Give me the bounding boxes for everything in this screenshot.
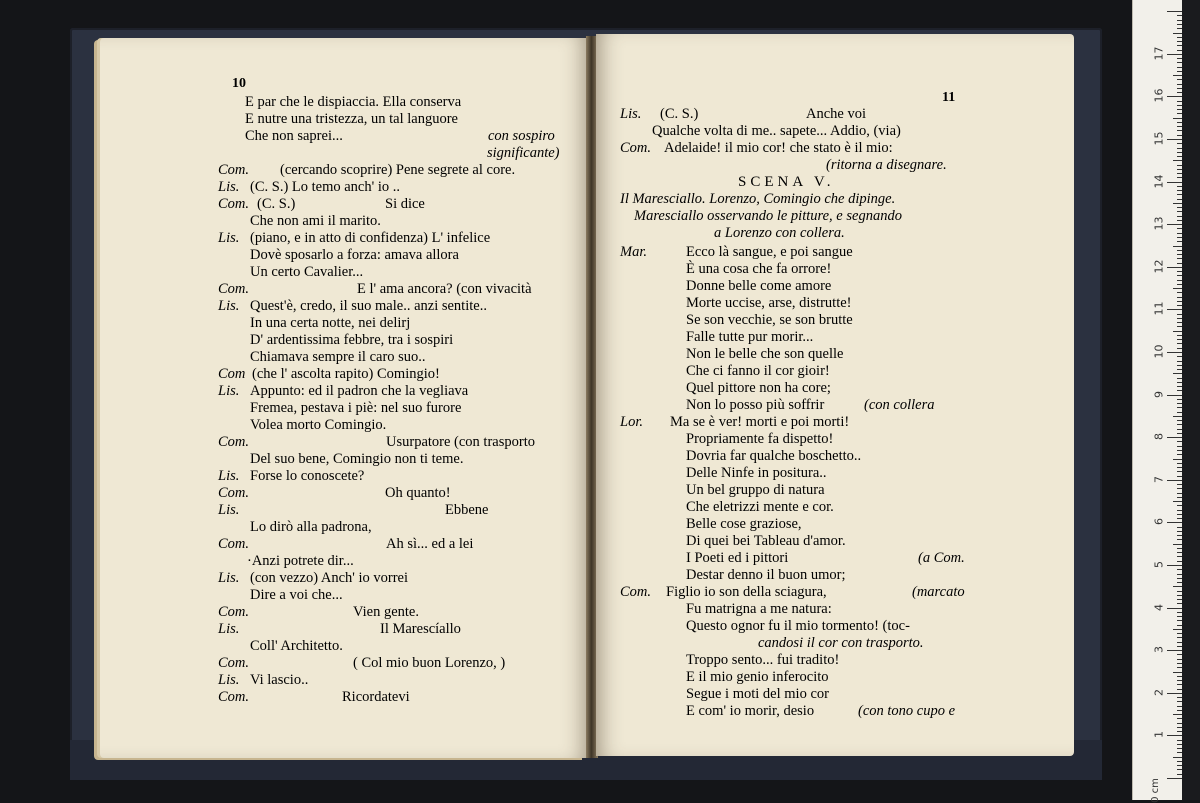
ruler-tick (1167, 480, 1183, 481)
ruler-number: 13 (1152, 216, 1166, 231)
verse-line: Morte uccise, arse, distrutte! (686, 295, 852, 311)
stage-direction: (ritorna a disegnare. (826, 157, 947, 173)
verse-line: Volea morto Comingio. (250, 417, 387, 433)
ruler-number: 8 (1152, 433, 1166, 441)
stage-direction: candosi il cor con trasporto. (758, 635, 924, 651)
verse-line: Forse lo conoscete? (250, 468, 365, 484)
verse-line: E nutre una tristezza, un tal languore (245, 111, 458, 127)
verse-line: Troppo sento... fui tradito! (686, 652, 840, 668)
verse-line: Coll' Architetto. (250, 638, 343, 654)
verse-line: E com' io morir, desio (686, 703, 815, 719)
stage-direction: significante) (487, 145, 560, 161)
verse-line: Donne belle come amore (686, 278, 832, 294)
ruler-tick (1167, 735, 1183, 736)
verse-line: Delle Ninfe in positura.. (686, 465, 827, 481)
speaker-name: Com. (218, 689, 250, 705)
stage-direction: a Lorenzo con collera. (714, 225, 845, 241)
verse-line: Appunto: ed il padron che la vegliava (250, 383, 469, 399)
verse-line: Ah sì... ed a lei (386, 536, 474, 552)
speaker-name: Com. (218, 196, 250, 212)
speaker-name: Lis. (218, 672, 240, 688)
verse-line: Non le belle che son quelle (686, 346, 844, 362)
speaker-name: Lis. (218, 468, 240, 484)
verse-line: Fremea, pestava i piè: nel suo furore (250, 400, 462, 416)
ruler-tick (1167, 352, 1183, 353)
ruler-tick (1167, 565, 1183, 566)
ruler-number: 1 (1152, 731, 1166, 739)
verse-line: Qualche volta di me.. sapete... Addio, (via) (652, 123, 901, 139)
ruler-tick (1167, 139, 1183, 140)
ruler-number: 6 (1152, 518, 1166, 526)
ruler-number: 3 (1152, 646, 1166, 654)
ruler-number: 14 (1152, 174, 1166, 189)
verse-line: (con vezzo) Anch' io vorrei (250, 570, 409, 586)
verse-line: (C. S.) (660, 106, 699, 122)
verse-line: Un certo Cavalier... (250, 264, 364, 280)
verse-line: Lo dirò alla padrona, (250, 519, 372, 535)
ruler-tick (1167, 182, 1183, 183)
ruler-tick (1167, 608, 1183, 609)
verse-line: Un bel gruppo di natura (686, 482, 825, 498)
verse-line: Chiamava sempre il caro suo.. (250, 349, 426, 365)
speaker-name: Com. (620, 140, 652, 156)
verse-line: (C. S.) Lo temo anch' io .. (250, 179, 401, 195)
ruler-tick (1167, 437, 1183, 438)
scene-heading: SCENA V. (738, 174, 835, 190)
speaker-name: Com. (218, 604, 250, 620)
verse-line: D' ardentissima febbre, tra i sospiri (250, 332, 454, 348)
speaker-name: Com. (620, 584, 652, 600)
ruler-tick (1167, 395, 1183, 396)
page-number: 11 (942, 90, 956, 105)
verse-line: Ecco là sangue, e poi sangue (686, 244, 853, 260)
ruler-number: 17 (1152, 46, 1166, 61)
verse-line: Quest'è, credo, il suo male.. anzi sentite.. (250, 298, 487, 314)
speaker-name: Com. (218, 485, 250, 501)
verse-line: Fu matrigna a me natura: (686, 601, 832, 617)
stage-direction: (marcato (912, 584, 965, 600)
verse-line: È una cosa che fa orrore! (686, 261, 832, 277)
ruler-number: 16 (1152, 88, 1166, 103)
verse-line: Ebbene (445, 502, 489, 518)
ruler-number: 7 (1152, 475, 1166, 483)
speaker-name: Mar. (620, 244, 647, 260)
speaker-name: Lis. (620, 106, 642, 122)
verse-line: I Poeti ed i pittori (686, 550, 789, 566)
verse-line: Del suo bene, Comingio non ti teme. (250, 451, 464, 467)
stage-direction: Il Maresciallo. Lorenzo, Comingio che dipinge. (620, 191, 896, 207)
ruler-shadow (1182, 0, 1200, 800)
verse-line: Ricordatevi (342, 689, 410, 705)
ruler-tick (1167, 309, 1183, 310)
verse-line: In una certa notte, nei delirj (250, 315, 411, 331)
speaker-name: Com. (218, 162, 250, 178)
verse-line: E il mio genio inferocito (686, 669, 829, 685)
stage-direction: (a Com. (918, 550, 965, 566)
verse-line: Se son vecchie, se son brutte (686, 312, 853, 328)
verse-line: Oh quanto! (385, 485, 451, 501)
measurement-ruler (1132, 0, 1183, 803)
speaker-name: Lor. (620, 414, 643, 430)
ruler-tick (1167, 650, 1183, 651)
ruler-tick (1167, 778, 1183, 779)
ruler-number: 9 (1152, 390, 1166, 398)
speaker-name: Com (218, 366, 246, 382)
ruler-number: 11 (1152, 301, 1166, 316)
verse-line: Questo ognor fu il mio tormento! (toc- (686, 618, 910, 634)
ruler-number: 15 (1152, 131, 1166, 146)
verse-line: Si dice (385, 196, 425, 212)
verse-line: Non lo posso più soffrir (686, 397, 825, 413)
verse-line: Che non saprei... (245, 128, 343, 144)
speaker-name: Lis. (218, 502, 240, 518)
ruler-tick (1167, 267, 1183, 268)
verse-line: Che non ami il marito. (250, 213, 381, 229)
speaker-name: Lis. (218, 298, 240, 314)
verse-line: Dovè sposarlo a forza: amava allora (250, 247, 459, 263)
speaker-name: Com. (218, 281, 250, 297)
speaker-name: Com. (218, 536, 250, 552)
ruler-number: 5 (1152, 561, 1166, 568)
verse-line: (cercando scoprire) Pene segrete al core. (280, 162, 516, 178)
verse-line: Che eletrizzi mente e cor. (686, 499, 834, 515)
speaker-name: Lis. (218, 383, 240, 399)
verse-line: Vi lascio.. (250, 672, 309, 688)
verse-line: Falle tutte pur morir... (686, 329, 814, 345)
verse-line: Adelaide! il mio cor! che stato è il mio: (664, 140, 893, 156)
page-number: 10 (232, 76, 246, 91)
verse-line: Dire a voi che... (250, 587, 343, 603)
verse-line: (C. S.) (257, 196, 296, 212)
stage-direction: con sospiro (488, 128, 555, 144)
verse-line: ·Anzi potrete dir... (247, 553, 354, 569)
speaker-name: Lis. (218, 179, 240, 195)
speaker-name: Com. (218, 434, 250, 450)
speaker-name: Lis. (218, 570, 240, 586)
ruler-tick (1167, 96, 1183, 97)
verse-line: Ma se è ver! morti e poi morti! (670, 414, 850, 430)
verse-line: Figlio io son della sciagura, (666, 584, 827, 600)
stage-direction: Maresciallo osservando le pitture, e segnando (634, 208, 902, 224)
speaker-name: Lis. (218, 621, 240, 637)
verse-line: Il Marescíallo (380, 621, 461, 637)
ruler-unit-label: 0 cm (1149, 778, 1161, 803)
verse-line: E l' ama ancora? (con vivacità (357, 281, 532, 297)
ruler-tick (1167, 224, 1183, 225)
verse-line: ( Col mio buon Lorenzo, ) (353, 655, 506, 671)
verse-line: Propriamente fa dispetto! (686, 431, 834, 447)
verse-line: Segue i moti del mio cor (686, 686, 829, 702)
ruler-tick (1167, 693, 1183, 694)
verse-line: Che ci fanno il cor gioir! (686, 363, 830, 379)
stage-direction: (con tono cupo e (858, 703, 956, 719)
ruler-number: 10 (1152, 344, 1166, 359)
speaker-name: Lis. (218, 230, 240, 246)
verse-line: Usurpatore (con trasporto (386, 434, 535, 450)
ruler-number: 4 (1152, 603, 1166, 611)
verse-line: (che l' ascolta rapito) Comingio! (252, 366, 440, 382)
verse-line: (piano, e in atto di confidenza) L' infelice (250, 230, 491, 246)
verse-line: Dovria far qualche boschetto.. (686, 448, 862, 464)
speaker-name: Com. (218, 655, 250, 671)
verse-line: Destar denno il buon umor; (686, 567, 846, 583)
ruler-tick (1167, 11, 1183, 12)
stage-direction: (con collera (864, 397, 935, 413)
ruler-number: 2 (1152, 688, 1166, 696)
verse-line: Belle cose graziose, (686, 516, 802, 532)
verse-line: E par che le dispiaccia. Ella conserva (245, 94, 462, 110)
ruler-number: 12 (1152, 259, 1166, 274)
verse-line: Quel pittore non ha core; (686, 380, 831, 396)
ruler-tick (1167, 522, 1183, 523)
verse-line: Vien gente. (353, 604, 419, 620)
ruler-tick (1167, 54, 1183, 55)
verse-line: Anche voi (806, 106, 866, 122)
verse-line: Di quei bei Tableau d'amor. (686, 533, 846, 549)
